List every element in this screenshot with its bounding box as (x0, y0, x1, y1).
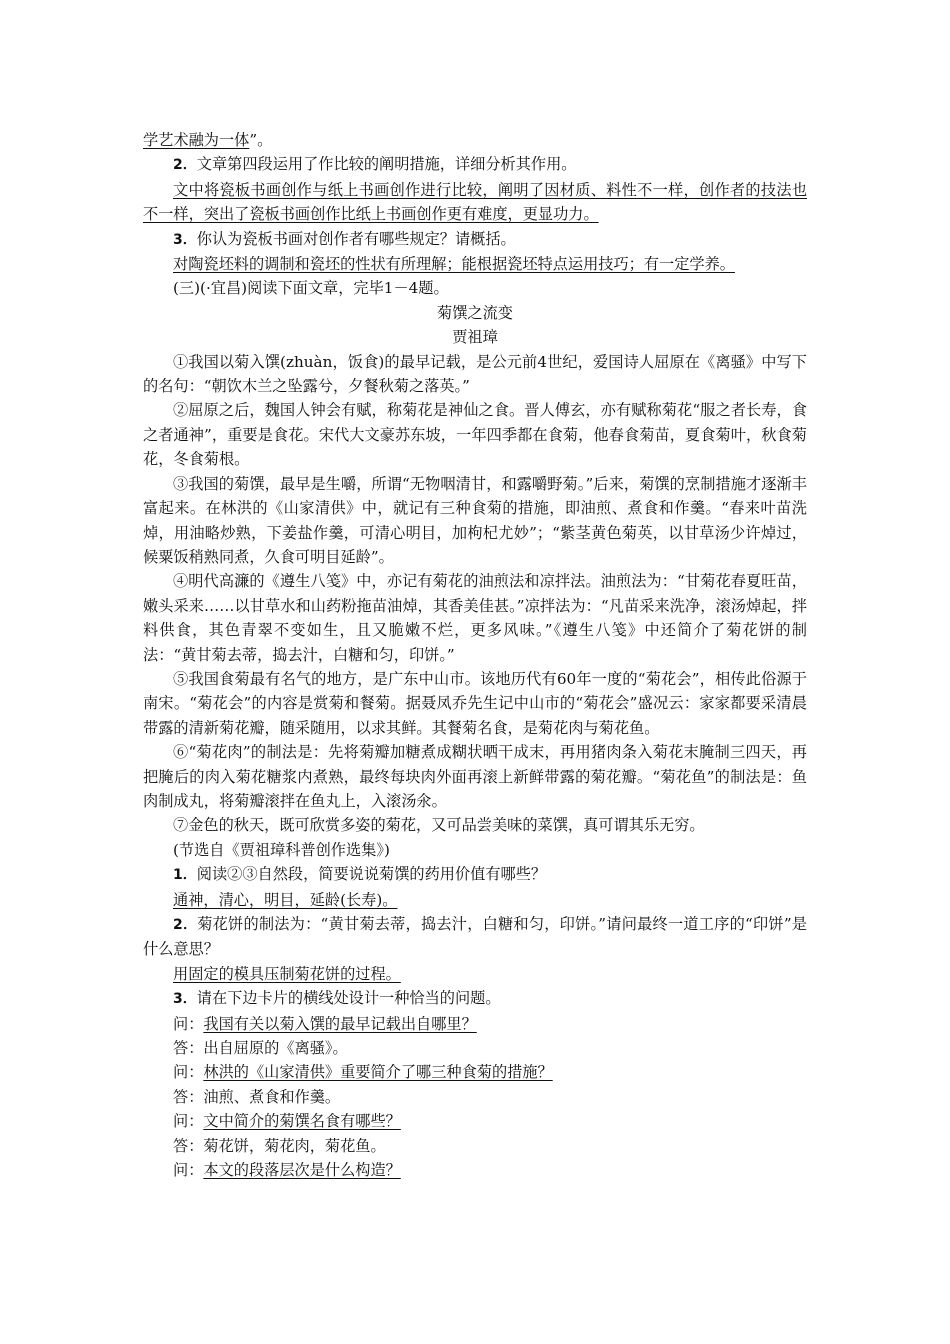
qa-line-3 (143, 1060, 807, 1084)
paragraph-7: ⑦金色的秋天，既可欣赏多姿的菊花，又可品尝美味的菜馔，真可谓其乐无穷。 (173, 816, 705, 835)
qa-label: 答： (173, 1039, 204, 1058)
answer-2-line (143, 962, 807, 986)
q2-text: 文章第四段运用了作比较的阐明措施，详细分析其作用。 (196, 155, 577, 174)
q2-prompt (143, 152, 807, 177)
paragraph-5: ⑤我国食菊最有名气的地方，是广东中山市。该地历代有60年一度的“菊花会”，相传此俗源于南宋。“菊花会”的内容是赏菊和餐菊。据聂凤乔先生记中山市的“菊花会”盛况云：家家都要采清晨带露的清新菊花瓣，随采随用，以求其鲜。其餐菊名食，是菊花肉与菊花鱼。 (143, 669, 807, 737)
qa-question-4: 本文的段落层次是什么构造？ (203, 1161, 401, 1180)
qa-question-1: 我国有关以菊入馔的最早记载出自哪里？ (203, 1014, 477, 1033)
paragraph-6: ⑥“菊花肉”的制法是：先将菊瓣加糖煮成糊状晒干成末，再用猪肉条入菊花末腌制三四天，再把腌后的肉入菊花糖浆内煮熟，最终每块肉外面再滚上新鲜带露的菊花瓣。“菊花鱼”的制法是：鱼肉制成丸，将菊瓣滚拌在鱼丸上，入滚汤氽。 (143, 743, 807, 810)
answer-1: 通神，清心，明目，延龄(长寿)。 (173, 890, 398, 909)
document-page (143, 128, 807, 1182)
qa-answer-3: 菊花饼，菊花肉，菊花鱼。 (203, 1136, 386, 1155)
qa-label: 答： (173, 1136, 204, 1155)
question-1 (143, 862, 807, 887)
answer-2: 用固定的模具压制菊花饼的过程。 (173, 964, 401, 983)
q3-text: 你认为瓷板书画对创作者有哪些规定？请概括。 (196, 229, 516, 248)
question-2-number: 2． (173, 917, 198, 933)
qa-label: 问： (173, 1161, 204, 1180)
section-heading: (三)(·宜昌)阅读下面文章，完毕1－4题。 (173, 279, 449, 298)
answer-1-line (143, 888, 807, 912)
question-2-text: 菊花饼的制法为：“黄甘菊去蒂，捣去汁，白糖和匀，印饼。”请问最终一道工序的“印饼”是什么意思？ (143, 915, 807, 959)
q3-answer: 对陶瓷坯料的调制和瓷坯的性状有所理解；能根据瓷坯特点运用技巧；有一定学养。 (173, 255, 735, 274)
question-3-text: 请在下边卡片的横线处设计一种恰当的问题。 (196, 989, 501, 1008)
qa-label: 问： (173, 1014, 204, 1033)
paragraph-1: ①我国以菊入馔(zhuàn，饭食)的最早记载，是公元前4世纪，爱国诗人屈原在《离骚》中写下的名句：“朝饮木兰之坠露兮，夕餐秋菊之落英。” (143, 352, 807, 396)
q3-prompt (143, 227, 807, 252)
q3-answer-line (143, 252, 807, 276)
continuation-tail: ”。 (249, 131, 273, 149)
qa-line-2 (143, 1036, 807, 1060)
qa-label: 问： (173, 1063, 204, 1082)
continuation-line (143, 128, 807, 152)
question-2 (143, 912, 807, 962)
paragraph-2: ②屈原之后，魏国人钟会有赋，称菊花是神仙之食。晋人傅玄，亦有赋称菊花“服之者长寿，食之者通神”，重要是食花。宋代大文豪苏东坡，一年四季都在食菊，他春食菊苗，夏食菊叶，秋食菊花，冬食菊根。 (143, 401, 807, 469)
qa-answer-1: 出自屈原的《离骚》。 (203, 1039, 348, 1058)
qa-line-6 (143, 1134, 807, 1158)
q2-answer: 文中将瓷板书画创作与纸上书画创作进行比较，阐明了因材质、料性不一样，创作者的技法也不一样，突出了瓷板书画创作比纸上书画创作更有难度，更显功力。 (143, 180, 807, 224)
qa-line-7 (143, 1158, 807, 1182)
paragraph-4: ④明代高濂的《遵生八笺》中，亦记有菊花的油煎法和凉拌法。油煎法为：“甘菊花春夏旺苗，嫩头采来……以甘草水和山药粉拖苗油焯，其香美佳甚。”凉拌法为：“凡苗采来洗净，滚汤焯起，拌料供食，其色青翠不变如生，且又脆嫩不烂，更多风味。”《遵生八笺》中还简介了菊花饼的制法：“黄甘菊去蒂，捣去汁，白糖和匀，印饼。” (143, 572, 807, 664)
question-1-text: 阅读②③自然段，简要说说菊馔的药用价值有哪些？ (196, 865, 547, 884)
qa-line-4 (143, 1085, 807, 1109)
article-title: 菊馔之流变 (437, 303, 513, 322)
qa-answer-2: 油煎、煮食和作羹。 (203, 1087, 341, 1106)
q2-number: 2． (173, 157, 197, 174)
question-1-number: 1． (173, 867, 197, 884)
source-note: (节选自《贾祖璋科普创作选集》) (173, 840, 390, 859)
q3-number: 3． (173, 231, 197, 248)
question-3 (143, 986, 807, 1011)
qa-question-3: 文中简介的菊馔名食有哪些？ (203, 1112, 401, 1131)
qa-label: 答： (173, 1087, 204, 1106)
continuation-text: 学艺术融为一体 (143, 131, 250, 149)
qa-question-2: 林洪的《山家清供》重要简介了哪三种食菊的措施？ (203, 1063, 553, 1082)
q2-answer-line (143, 178, 807, 227)
question-3-number: 3． (173, 991, 197, 1008)
qa-label: 问： (173, 1112, 204, 1131)
paragraph-3: ③我国的菊馔，最早是生嚼，所谓“无物咽清甘，和露嚼野菊。”后来，菊馔的烹制措施才逐渐丰富起来。在林洪的《山家清供》中，就记有三种食菊的措施，即油煎、煮食和作羹。“春来叶苗洗焯，用油略炒熟，下姜盐作羹，可清心明目，加枸杞尤妙”；“紫茎黄色菊英，以甘草汤少许焯过，候粟饭稍熟同煮，久食可明目延龄”。 (143, 474, 807, 566)
qa-line-5 (143, 1109, 807, 1133)
qa-line-1 (143, 1012, 807, 1036)
article-author: 贾祖璋 (452, 328, 498, 347)
